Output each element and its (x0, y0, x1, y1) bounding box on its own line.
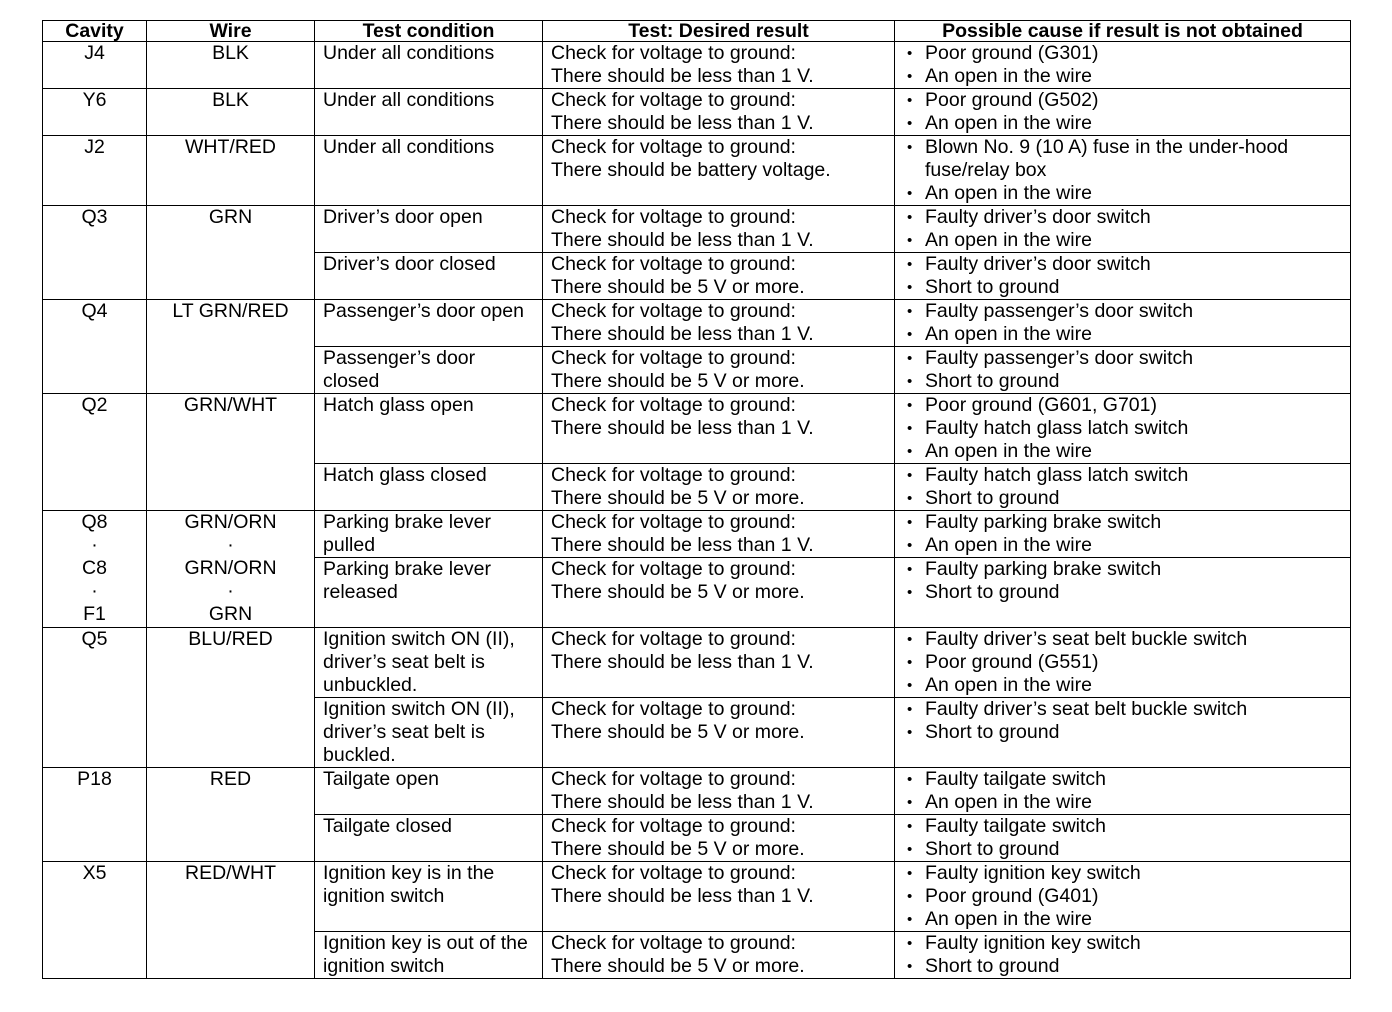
wire-color: GRN (208, 206, 253, 228)
result-line: There should be 5 V or more. (551, 581, 805, 603)
cause-item: • An open in the wire (903, 534, 1342, 557)
result-line: There should be 5 V or more. (551, 487, 805, 509)
desired-result-cell (543, 628, 895, 698)
cause-item: • Short to ground (903, 276, 1342, 299)
cavity-label: Q8 (81, 511, 108, 533)
cause-item: • Blown No. 9 (10 A) fuse in the under-hood fuse/relay box (903, 136, 1342, 182)
result-line: There should be less than 1 V. (551, 65, 814, 87)
cavity-cell (43, 511, 147, 628)
troubleshooting-table (42, 20, 1351, 979)
cause-item: • An open in the wire (903, 229, 1342, 252)
table-row (43, 862, 1351, 932)
wire-cell (147, 206, 315, 300)
cause-list (903, 932, 1342, 978)
wire-color: BLK (212, 42, 249, 64)
cause-list (903, 464, 1342, 510)
result-line: There should be less than 1 V. (551, 534, 814, 556)
test-condition-cell: Hatch glass open (315, 394, 543, 464)
table-row (43, 136, 1351, 206)
cause-item: • Faulty passenger’s door switch (903, 300, 1342, 323)
cavity-cell (43, 394, 147, 511)
desired-result-cell (543, 815, 895, 862)
cause-item: • Faulty parking brake switch (903, 511, 1342, 534)
possible-cause-cell (895, 300, 1351, 347)
wire-cell (147, 300, 315, 394)
cause-item: • Poor ground (G551) (903, 651, 1342, 674)
cause-item: • An open in the wire (903, 440, 1342, 463)
test-condition-cell: Under all conditions (315, 136, 543, 206)
desired-result-cell (543, 89, 895, 136)
cavity-cell (43, 136, 147, 206)
wire-cell (147, 862, 315, 979)
cavity-cell (43, 300, 147, 394)
cause-item: • Short to ground (903, 487, 1342, 510)
desired-result-cell (543, 42, 895, 89)
cause-list (903, 628, 1342, 697)
table-row (43, 300, 1351, 347)
cause-item: • Faulty driver’s seat belt buckle switch (903, 698, 1342, 721)
result-line: Check for voltage to ground: (551, 42, 796, 64)
cavity-label: J2 (84, 136, 105, 158)
wire-cell (147, 136, 315, 206)
cause-item: • Faulty driver’s door switch (903, 206, 1342, 229)
cause-item: • Poor ground (G502) (903, 89, 1342, 112)
desired-result-cell (543, 347, 895, 394)
cause-item: • Short to ground (903, 838, 1342, 861)
test-condition-cell: Ignition switch ON (II), driver’s seat belt is buckled. (315, 698, 543, 768)
possible-cause-cell (895, 394, 1351, 464)
cause-item: • Short to ground (903, 581, 1342, 604)
cause-item: • An open in the wire (903, 65, 1342, 88)
cause-item: • Short to ground (903, 370, 1342, 393)
desired-result-cell (543, 862, 895, 932)
wire-color: GRN/ORN (184, 511, 277, 533)
cavity-cell (43, 42, 147, 89)
result-line: There should be less than 1 V. (551, 791, 814, 813)
test-condition-cell: Ignition key is in the ignition switch (315, 862, 543, 932)
cause-item: • Short to ground (903, 955, 1342, 978)
desired-result-cell (543, 698, 895, 768)
cause-list (903, 768, 1342, 814)
cause-item: • Faulty passenger’s door switch (903, 347, 1342, 370)
desired-result-cell (543, 932, 895, 979)
result-line: There should be less than 1 V. (551, 417, 814, 439)
header-possible-cause: Possible cause if result is not obtained (895, 21, 1351, 42)
wire-cell (147, 394, 315, 511)
desired-result-cell (543, 511, 895, 558)
table-row (43, 206, 1351, 253)
wire-color: LT GRN/RED (172, 300, 289, 322)
test-condition-cell: Under all conditions (315, 42, 543, 89)
cause-list (903, 42, 1342, 88)
cavity-cell (43, 862, 147, 979)
cause-item: • An open in the wire (903, 182, 1342, 205)
cause-list (903, 206, 1342, 252)
test-condition-cell: Parking brake lever released (315, 558, 543, 628)
cavity-label: X5 (82, 862, 107, 884)
cause-item: • An open in the wire (903, 323, 1342, 346)
cause-item: • An open in the wire (903, 791, 1342, 814)
table-row (43, 89, 1351, 136)
result-line: Check for voltage to ground: (551, 628, 796, 650)
cause-item: • Poor ground (G301) (903, 42, 1342, 65)
wire-color: BLU/RED (188, 628, 273, 650)
wire-color: GRN/WHT (183, 394, 278, 416)
result-line: There should be less than 1 V. (551, 112, 814, 134)
result-line: Check for voltage to ground: (551, 862, 796, 884)
possible-cause-cell (895, 815, 1351, 862)
cause-list (903, 89, 1342, 135)
header-wire: Wire (147, 21, 315, 42)
wire-cell (147, 42, 315, 89)
result-line: There should be 5 V or more. (551, 838, 805, 860)
result-line: Check for voltage to ground: (551, 815, 796, 837)
possible-cause-cell (895, 347, 1351, 394)
cause-list (903, 862, 1342, 931)
cavity-label: Q2 (81, 394, 108, 416)
cause-item: • Faulty driver’s door switch (903, 253, 1342, 276)
possible-cause-cell (895, 464, 1351, 511)
cavity-cell (43, 206, 147, 300)
cause-list (903, 698, 1342, 744)
test-condition-cell: Passenger’s door open (315, 300, 543, 347)
cavity-label: C8 (82, 557, 107, 579)
result-line: Check for voltage to ground: (551, 394, 796, 416)
cause-list (903, 511, 1342, 557)
desired-result-cell (543, 394, 895, 464)
table-body (43, 42, 1351, 979)
cause-item: • Faulty hatch glass latch switch (903, 464, 1342, 487)
separator-dot: · (91, 580, 98, 602)
table-row (43, 511, 1351, 558)
possible-cause-cell (895, 89, 1351, 136)
cause-list (903, 347, 1342, 393)
cause-item: • An open in the wire (903, 112, 1342, 135)
result-line: Check for voltage to ground: (551, 698, 796, 720)
test-condition-cell: Driver’s door closed (315, 253, 543, 300)
possible-cause-cell (895, 42, 1351, 89)
result-line: Check for voltage to ground: (551, 768, 796, 790)
cause-list (903, 558, 1342, 604)
possible-cause-cell (895, 768, 1351, 815)
cause-item: • Faulty parking brake switch (903, 558, 1342, 581)
header-test-condition: Test condition (315, 21, 543, 42)
result-line: There should be 5 V or more. (551, 721, 805, 743)
desired-result-cell (543, 558, 895, 628)
result-line: There should be 5 V or more. (551, 276, 805, 298)
result-line: Check for voltage to ground: (551, 511, 796, 533)
cause-list (903, 300, 1342, 346)
possible-cause-cell (895, 136, 1351, 206)
wire-color: RED/WHT (185, 862, 276, 884)
possible-cause-cell (895, 253, 1351, 300)
cause-item: • Faulty ignition key switch (903, 932, 1342, 955)
desired-result-cell (543, 136, 895, 206)
possible-cause-cell (895, 511, 1351, 558)
wire-color: RED (209, 768, 252, 790)
result-line: There should be less than 1 V. (551, 323, 814, 345)
wire-cell (147, 628, 315, 768)
cause-item: • Short to ground (903, 721, 1342, 744)
table-row (43, 628, 1351, 698)
result-line: There should be less than 1 V. (551, 651, 814, 673)
cavity-label: F1 (83, 603, 106, 625)
result-line: Check for voltage to ground: (551, 464, 796, 486)
separator-dot: · (227, 580, 234, 602)
cause-item: • Poor ground (G401) (903, 885, 1342, 908)
wire-color: GRN (208, 603, 253, 625)
possible-cause-cell (895, 206, 1351, 253)
possible-cause-cell (895, 862, 1351, 932)
cause-item: • Faulty hatch glass latch switch (903, 417, 1342, 440)
result-line: Check for voltage to ground: (551, 253, 796, 275)
separator-dot: · (91, 534, 98, 556)
header-desired-result: Test: Desired result (543, 21, 895, 42)
test-condition-cell: Under all conditions (315, 89, 543, 136)
cause-list (903, 394, 1342, 463)
cause-list (903, 815, 1342, 861)
result-line: Check for voltage to ground: (551, 932, 796, 954)
header-cavity: Cavity (43, 21, 147, 42)
test-condition-cell: Hatch glass closed (315, 464, 543, 511)
wire-cell (147, 768, 315, 862)
result-line: Check for voltage to ground: (551, 89, 796, 111)
cause-item: • An open in the wire (903, 908, 1342, 931)
desired-result-cell (543, 768, 895, 815)
result-line: There should be battery voltage. (551, 159, 831, 181)
result-line: Check for voltage to ground: (551, 136, 796, 158)
test-condition-cell: Parking brake lever pulled (315, 511, 543, 558)
wire-cell (147, 89, 315, 136)
result-line: There should be 5 V or more. (551, 370, 805, 392)
cavity-cell (43, 628, 147, 768)
possible-cause-cell (895, 698, 1351, 768)
cause-item: • An open in the wire (903, 674, 1342, 697)
wire-color: BLK (212, 89, 249, 111)
header-row (43, 21, 1351, 42)
cavity-label: P18 (77, 768, 112, 790)
desired-result-cell (543, 464, 895, 511)
table-row (43, 42, 1351, 89)
cause-item: • Faulty tailgate switch (903, 768, 1342, 791)
test-condition-cell: Passenger’s door closed (315, 347, 543, 394)
desired-result-cell (543, 206, 895, 253)
result-line: Check for voltage to ground: (551, 347, 796, 369)
cavity-cell (43, 768, 147, 862)
wire-color: WHT/RED (185, 136, 276, 158)
cause-item: • Faulty tailgate switch (903, 815, 1342, 838)
cavity-label: Q4 (81, 300, 108, 322)
test-condition-cell: Tailgate open (315, 768, 543, 815)
result-line: Check for voltage to ground: (551, 300, 796, 322)
cavity-label: Q5 (81, 628, 108, 650)
cavity-cell (43, 89, 147, 136)
possible-cause-cell (895, 628, 1351, 698)
test-condition-cell: Ignition key is out of the ignition switch (315, 932, 543, 979)
wire-cell (147, 511, 315, 628)
result-line: There should be less than 1 V. (551, 229, 814, 251)
cavity-label: J4 (84, 42, 105, 64)
separator-dot: · (227, 534, 234, 556)
cause-item: • Poor ground (G601, G701) (903, 394, 1342, 417)
test-condition-cell: Tailgate closed (315, 815, 543, 862)
desired-result-cell (543, 300, 895, 347)
result-line: There should be less than 1 V. (551, 885, 814, 907)
test-condition-cell: Driver’s door open (315, 206, 543, 253)
possible-cause-cell (895, 558, 1351, 628)
cavity-label: Q3 (81, 206, 108, 228)
desired-result-cell (543, 253, 895, 300)
cause-list (903, 136, 1342, 205)
possible-cause-cell (895, 932, 1351, 979)
cause-item: • Faulty ignition key switch (903, 862, 1342, 885)
cause-list (903, 253, 1342, 299)
cavity-label: Y6 (82, 89, 107, 111)
result-line: Check for voltage to ground: (551, 206, 796, 228)
cause-item: • Faulty driver’s seat belt buckle switch (903, 628, 1342, 651)
table-row (43, 768, 1351, 815)
test-condition-cell: Ignition switch ON (II), driver’s seat belt is unbuckled. (315, 628, 543, 698)
table-row (43, 394, 1351, 464)
wire-color: GRN/ORN (184, 557, 277, 579)
result-line: There should be 5 V or more. (551, 955, 805, 977)
result-line: Check for voltage to ground: (551, 558, 796, 580)
